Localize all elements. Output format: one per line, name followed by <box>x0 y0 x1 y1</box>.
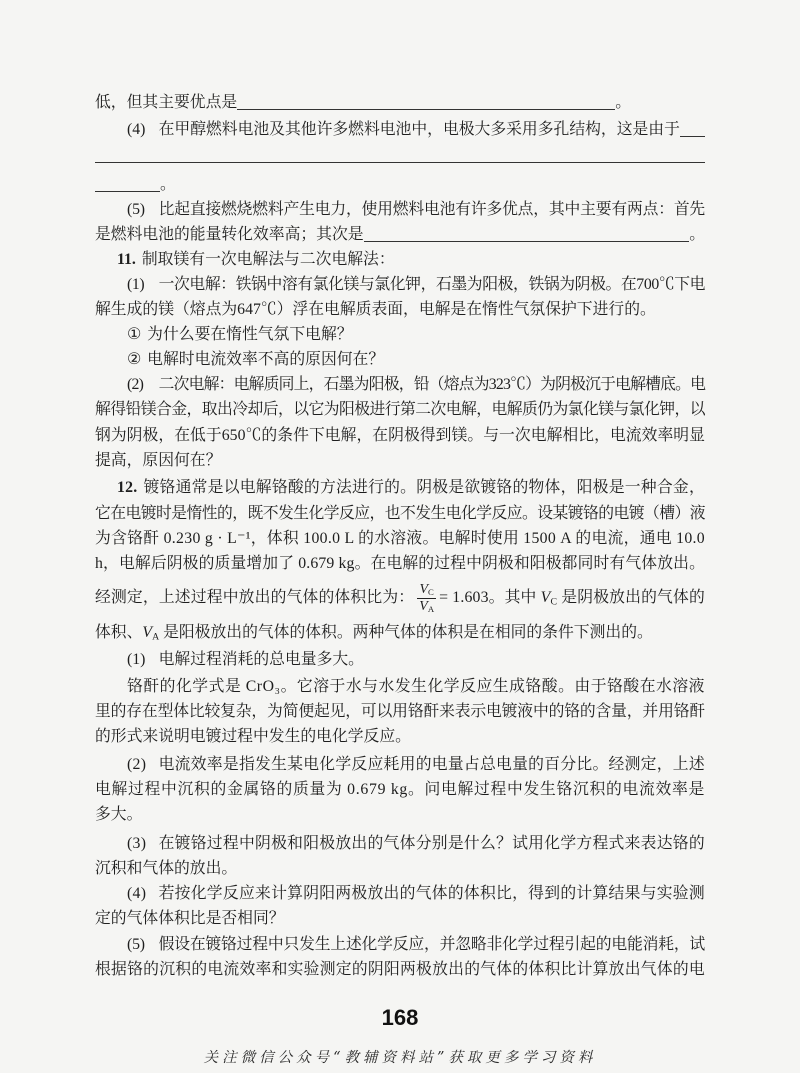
paragraph-text: 解生成的镁（熔点为647℃）浮在电解质表面，电解是在惰性气氛保护下进行的。 <box>95 301 656 318</box>
paragraph-text: 假设在镀铬过程中只发生上述化学反应，并忽略非化学过程引起的电能消耗，试 <box>158 936 706 953</box>
variable: V <box>419 582 429 597</box>
q12-part4-line1 <box>127 882 705 906</box>
sub-question-text: 电解时电流效率不高的原因何在？ <box>147 351 385 368</box>
item-label: (4) <box>127 121 146 138</box>
q12-part5-line2 <box>95 958 705 982</box>
paragraph-text: h，电解后阴极的质量增加了 0.679 kg。在电解的过程中阴极和阳极都同时有气体放出。 <box>95 555 705 572</box>
q10-item4-text: 在甲醇燃料电池及其他许多燃料电池中，电极大多采用多孔结构，这是由于 <box>158 121 680 138</box>
question-12-stem-line2 <box>95 502 705 526</box>
paragraph-text: 一次电解：铁锅中溶有氯化镁与氯化钾，石墨为阳极，铁锅为阴极。在700℃下电 <box>158 276 706 293</box>
question-12-stem-line4 <box>95 552 705 576</box>
item-label: (2) <box>127 756 147 773</box>
paragraph-text: 它在电镀时是惰性的，既不发生化学反应，也不发生电化学反应。设某镀铬的电镀（槽）液 <box>95 505 705 522</box>
q12-part4-line2 <box>95 907 285 931</box>
circled-number: ② <box>127 351 142 368</box>
q11-part1-line1 <box>127 273 705 297</box>
variable: V <box>419 599 428 614</box>
paragraph-text: 是阳极放出的气体的体积。两种气体的体积是在相同的条件下测出的。 <box>159 624 653 641</box>
item-label: (3) <box>127 835 147 852</box>
question-12-stem-line3 <box>95 527 705 551</box>
fill-in-blank <box>237 108 615 110</box>
paragraph-text: 为含铬酐 0.230 g · L⁻¹，体积 100.0 L 的水溶液。电解时使用 1500 A 的电流，通电 10.0 <box>95 530 705 547</box>
line-end-punctuation: 。 <box>615 94 631 111</box>
item-label: (1) <box>127 276 145 293</box>
paragraph-text: 钢为阴极，在低于650℃的条件下电解，在阴极得到镁。与一次电解相比，电流效率明显 <box>95 427 705 444</box>
paragraph-text: 若按化学反应来计算阴阳两极放出的气体的体积比，得到的计算结果与实验测 <box>158 885 705 902</box>
q10-advantage-line <box>95 91 631 115</box>
paragraph-text: 二次电解：电解质同上，石墨为阳极，铅（熔点为323℃）为阴极沉于电解槽底。电 <box>158 376 706 393</box>
q11-part1-line2 <box>95 298 656 322</box>
question-11-stem <box>117 248 395 272</box>
volume-ratio-line <box>95 583 705 613</box>
fill-in-blank <box>95 190 160 192</box>
item-label: (5) <box>127 936 145 953</box>
q11-part2-line3 <box>95 424 705 448</box>
q10-item5-text: 比起直接燃烧燃料产生电力，使用燃料电池有许多优点，其中主要有两点：首先 <box>158 201 706 218</box>
fill-in-blank-line <box>95 162 705 163</box>
paragraph-text: 多大。 <box>95 806 143 823</box>
paragraph-text: 提高，原因何在？ <box>95 452 222 469</box>
paragraph-text: 定的气体体积比是否相同？ <box>95 910 285 927</box>
question-12-stem-line1 <box>117 476 705 500</box>
paragraph-text: 里的存在型体比较复杂，为简便起见，可以用铬酐来表示电镀液中的铬的含量，并用铬酐 <box>95 703 705 720</box>
paragraph-text: 是阴极放出的气体的 <box>557 589 705 607</box>
paragraph-text: 根据铬的沉积的电流效率和实验测定的阴阳两极放出的气体的体积比计算放出气体的电 <box>95 961 705 978</box>
paragraph-text: 电解过程中沉积的金属铬的质量为 0.679 kg。问电解过程中发生铬沉积的电流效率是 <box>95 781 705 798</box>
q12-part2-line3 <box>95 803 142 827</box>
q12-part3-line2 <box>95 857 237 881</box>
paragraph-text: 解得铅镁合金，取出冷却后，以它为阳极进行第二次电解，电解质仍为氯化镁与氯化钾，以 <box>95 401 705 418</box>
paragraph-text: 铬酐的化学式是 CrO₃。它溶于水与水发生化学反应生成铬酸。由于铬酸在水溶液 <box>127 678 705 695</box>
paragraph-text: 体积、 <box>95 624 143 641</box>
q12-note-line2 <box>95 700 705 724</box>
q11-part2-line4 <box>95 449 221 473</box>
q12-note-line3 <box>95 725 411 749</box>
line-end-punctuation: 。 <box>160 176 176 193</box>
item-label: (4) <box>127 885 147 902</box>
item-label: (5) <box>127 201 145 218</box>
promo-footer: 关注微信公众号“教辅资料站”获取更多学习资料 <box>203 1050 597 1066</box>
q12-part2-line1 <box>127 753 705 777</box>
variable: V <box>142 624 153 641</box>
q12-part3-line1 <box>127 832 705 856</box>
volume-definition-line <box>95 621 653 645</box>
q11-part2-line1 <box>127 373 705 397</box>
paragraph-text: 电解过程消耗的总电量多大。 <box>158 651 364 668</box>
q11-sub-question-1 <box>127 323 353 347</box>
q11-sub-question-2 <box>127 348 384 372</box>
question-stem-text: 镀铬通常是以电解铬酸的方法进行的。阴极是欲镀铬的物体，阳极是一种合金， <box>143 479 705 496</box>
item-label: (1) <box>127 651 146 668</box>
question-number: 12. <box>117 479 138 496</box>
fill-in-blank <box>364 240 690 242</box>
paragraph-text: 沉积和气体的放出。 <box>95 860 238 877</box>
fraction-denominator <box>417 599 436 614</box>
fill-in-blank <box>680 135 705 137</box>
paragraph-text: 电流效率是指发生某电化学反应耗用的电量占总电量的百分比。经测定，上述 <box>158 756 705 773</box>
q12-part2-line2 <box>95 778 705 802</box>
ratio-value-text: = 1.603。其中 <box>439 589 541 607</box>
q10-advantage-text: 低，但其主要优点是 <box>95 94 238 111</box>
q10-item5-text-2: 是燃料电池的能量转化效率高；其次是 <box>95 226 364 243</box>
subscript: C <box>550 596 558 608</box>
subscript: C <box>428 587 434 598</box>
q10-item4-blank-end <box>95 173 176 197</box>
q12-note-line1 <box>127 675 705 699</box>
paragraph-text: 的形式来说明电镀过程中发生的电化学反应。 <box>95 728 411 745</box>
q10-item5-line1 <box>127 198 705 222</box>
q12-part1 <box>127 648 364 672</box>
question-stem-text: 制取镁有一次电解法与二次电解法： <box>141 251 395 268</box>
line-end-punctuation: 。 <box>689 226 705 243</box>
fraction-numerator <box>417 583 436 599</box>
subscript: A <box>427 604 435 615</box>
q11-part2-line2 <box>95 398 705 422</box>
q10-item5-line2 <box>95 223 705 247</box>
volume-ratio-fraction <box>417 583 436 614</box>
paragraph-text: 经测定，上述过程中放出的气体的体积比为： <box>95 589 415 607</box>
subscript: A <box>152 631 160 643</box>
page-number: 168 <box>381 1005 419 1030</box>
item-label: (2) <box>127 376 144 393</box>
variable: V <box>540 589 551 607</box>
circled-number: ① <box>127 326 142 343</box>
paragraph-text: 在镀铬过程中阴极和阳极放出的气体分别是什么？试用化学方程式来表达铬的 <box>158 835 705 852</box>
q12-part5-line1 <box>127 933 705 957</box>
sub-question-text: 为什么要在惰性气氛下电解？ <box>147 326 353 343</box>
q10-item4-line <box>127 118 705 142</box>
question-number: 11. <box>117 251 136 268</box>
